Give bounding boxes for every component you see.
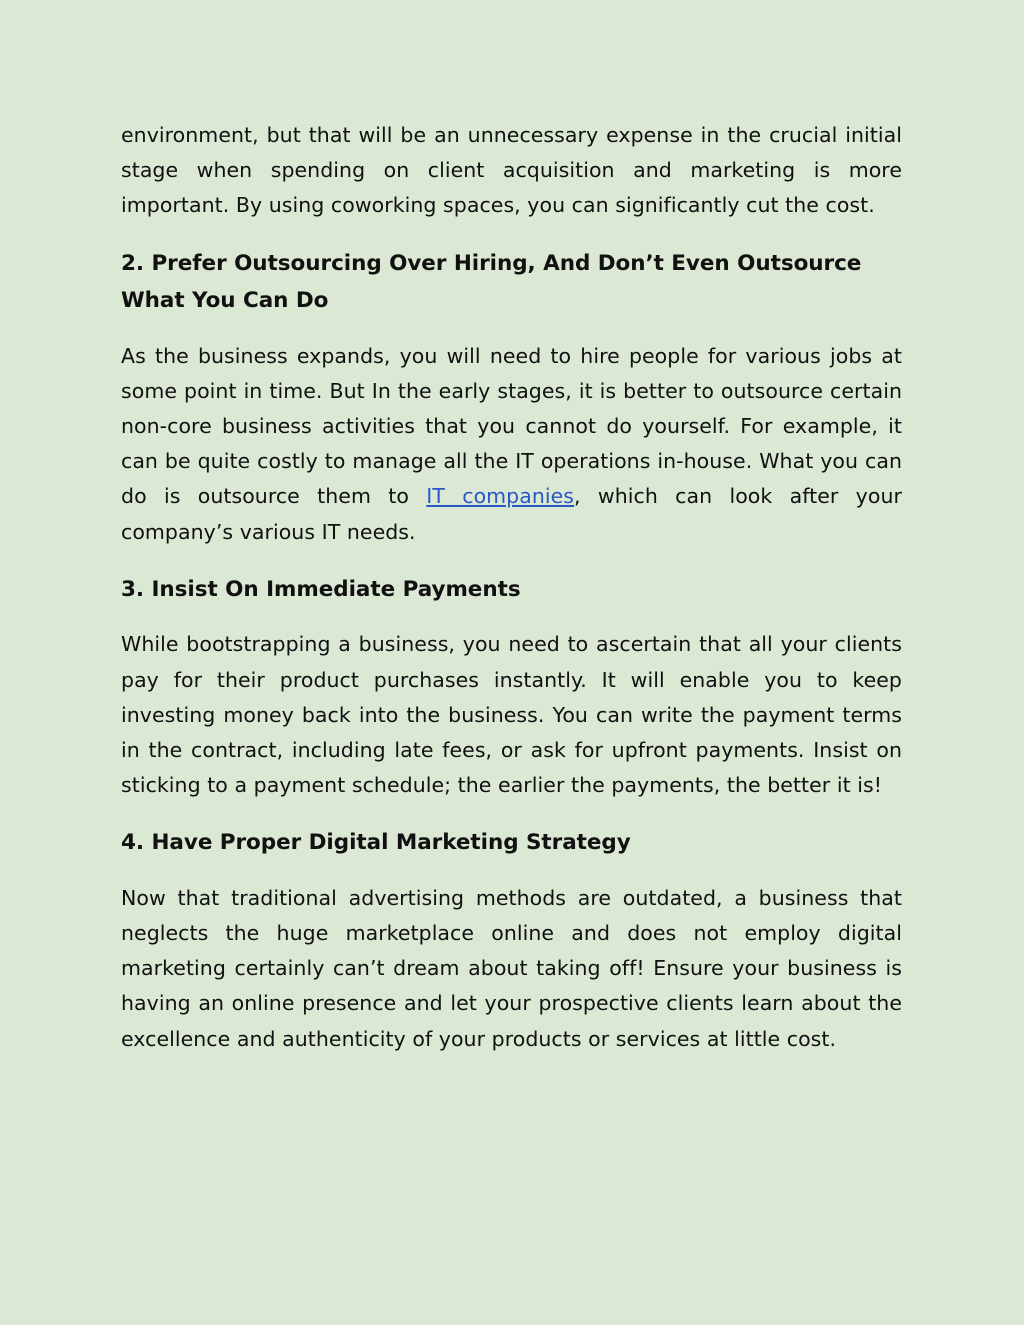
spacer	[121, 320, 902, 339]
section-4-heading: 4. Have Proper Digital Marketing Strategy	[121, 830, 631, 856]
spacer	[121, 550, 902, 571]
section-2-text-after-link: , which can look after your company’s various IT needs.	[121, 484, 902, 544]
spacer	[121, 803, 902, 824]
section-4-paragraph: Now that traditional advertising methods are outdated, a business that neglects the huge marketplace online and does not employ digital marketing certainly can’t dream about taking off! Ensure your business is having an online presence and let your prospective clients learn about the excellence and authenticity of your products or services at little cost.	[121, 885, 902, 1051]
spacer	[121, 608, 902, 627]
section-3-heading: 3. Insist On Immediate Payments	[121, 576, 521, 602]
section-3-paragraph: While bootstrapping a business, you need to ascertain that all your clients pay for their product purchases instantly. It will enable you to keep investing money back into the business. You can write the payment terms in the contract, including late fees, or ask for upfront payments. Insist on sticking to a payment schedule; the earlier the payments, the better it is!	[121, 632, 902, 798]
section-2-heading: 2. Prefer Outsourcing Over Hiring, And Don’t Even Outsource What You Can Do	[121, 250, 862, 314]
section-2-text-before-link: As the business expands, you will need to hire people for various jobs at some point in time. But In the early stages, it is better to outsource certain non-core business activities that you cannot do yourself. For example, it can be quite costly to manage all the IT operations in-house. What you can do is outsource them to	[121, 343, 902, 509]
section-2-paragraph	[121, 339, 902, 550]
spacer	[121, 224, 902, 245]
spacer	[121, 862, 902, 881]
it-companies-link[interactable]: IT companies	[426, 484, 575, 509]
document-content	[121, 118, 902, 1057]
intro-paragraph: environment, but that will be an unnecessary expense in the crucial initial stage when spending on client acquisition and marketing is more important. By using coworking spaces, you can significantly cut the cost.	[121, 123, 902, 218]
